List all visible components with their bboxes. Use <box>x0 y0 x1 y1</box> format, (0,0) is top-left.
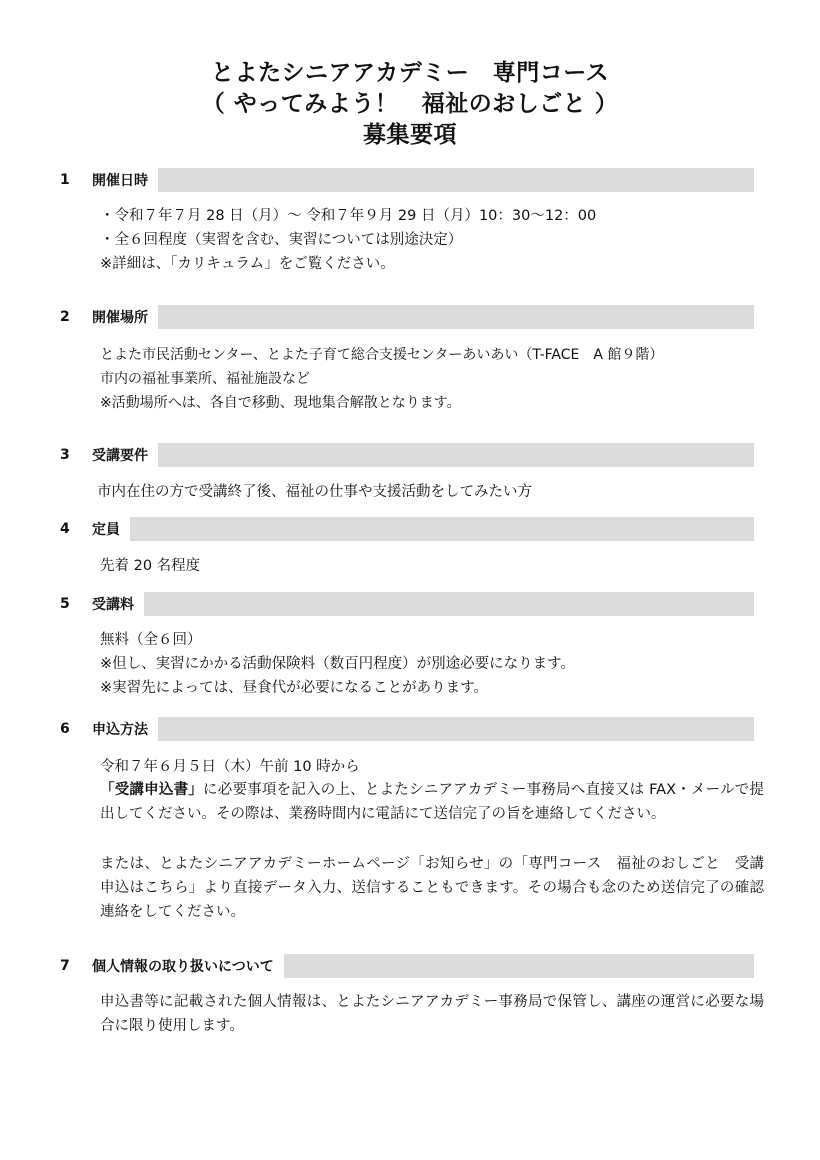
section-6-start: 令和７年６月５日（木）午前 10 時から <box>100 759 360 775</box>
section-title: 申込方法 <box>92 722 148 738</box>
para-text: に必要事項を記入の上、とよたシニアアカデミー事務局へ直接又は FAX・メールで提出してください。その際は、業務時間内に電話にて送信完了の旨を連絡してください。 <box>100 782 764 822</box>
title-line-1: とよたシニアアカデミー 専門コース <box>210 60 610 86</box>
section-number: 6 <box>60 721 70 737</box>
section-bar <box>158 717 754 741</box>
section-title: 個人情報の取り扱いについて <box>92 959 274 975</box>
section-number: 4 <box>60 521 70 537</box>
section-1-body <box>100 204 596 276</box>
section-number: 1 <box>60 172 70 188</box>
section-title: 受講料 <box>92 597 134 613</box>
body-line: ・全６回程度（実習を含む、実習については別途決定） <box>100 232 463 248</box>
section-4-body <box>100 554 200 578</box>
section-3-header <box>60 442 754 468</box>
section-4-header <box>60 516 754 542</box>
section-7-body: 申込書等に記載された個人情報は、とよたシニアアカデミー事務局で保管し、講座の運営に必要な場合に限り使用します。 <box>100 994 764 1034</box>
body-line: ※実習先によっては、昼食代が必要になることがあります。 <box>100 680 488 696</box>
section-bar <box>284 954 754 978</box>
section-5-header <box>60 591 754 617</box>
body-line: 市内在住の方で受講終了後、福祉の仕事や支援活動をしてみたい方 <box>97 484 532 500</box>
section-number: 5 <box>60 596 70 612</box>
title-line-2: （ やってみよう！ 福祉のおしごと ） <box>201 91 619 117</box>
section-number: 3 <box>60 447 70 463</box>
body-line: ※詳細は、「カリキュラム」をご覧ください。 <box>100 256 395 272</box>
section-title: 開催日時 <box>92 173 148 189</box>
section-number: 7 <box>60 958 70 974</box>
section-6-para-2: または、とよたシニアアカデミーホームページ「お知らせ」の「専門コース 福祉のおしごと 受講申込はこちら」より直接データ入力、送信することもできます。その場合も念のため送信完了の確認連絡をしてください。 <box>100 856 764 920</box>
section-3-body <box>97 480 532 504</box>
section-title: 定員 <box>92 522 120 538</box>
section-bar <box>158 305 754 329</box>
section-2-header <box>60 304 754 330</box>
form-name: 「受講申込書」 <box>100 782 204 798</box>
body-line: 無料（全６回） <box>100 632 202 648</box>
section-bar <box>144 592 754 616</box>
section-title: 開催場所 <box>92 310 148 326</box>
section-title: 受講要件 <box>92 448 148 464</box>
section-6-para-1 <box>100 778 764 826</box>
body-line: ※活動場所へは、各自で移動、現地集合解散となります。 <box>100 395 461 411</box>
body-line: ※但し、実習にかかる活動保険料（数百円程度）が別途必要になります。 <box>100 656 575 672</box>
body-line: とよた市民活動センター、とよた子育て総合支援センターあいあい（T-FACE A 館９階） <box>100 347 664 363</box>
section-2-body <box>100 343 663 415</box>
section-bar <box>130 517 754 541</box>
section-bar <box>158 168 754 192</box>
title-line-3: 募集要項 <box>363 122 457 148</box>
section-1-header <box>60 167 754 193</box>
document-title <box>0 58 820 151</box>
body-line: 先着 20 名程度 <box>100 558 201 574</box>
section-5-body <box>100 628 575 700</box>
body-line: ・令和７年７月 28 日（月）～ 令和７年９月 29 日（月）10：30～12：00 <box>100 208 597 224</box>
section-bar <box>158 443 754 467</box>
body-line: 市内の福祉事業所、福祉施設など <box>100 371 310 387</box>
section-6-header <box>60 716 754 742</box>
section-7-header <box>60 953 754 979</box>
section-number: 2 <box>60 309 70 325</box>
